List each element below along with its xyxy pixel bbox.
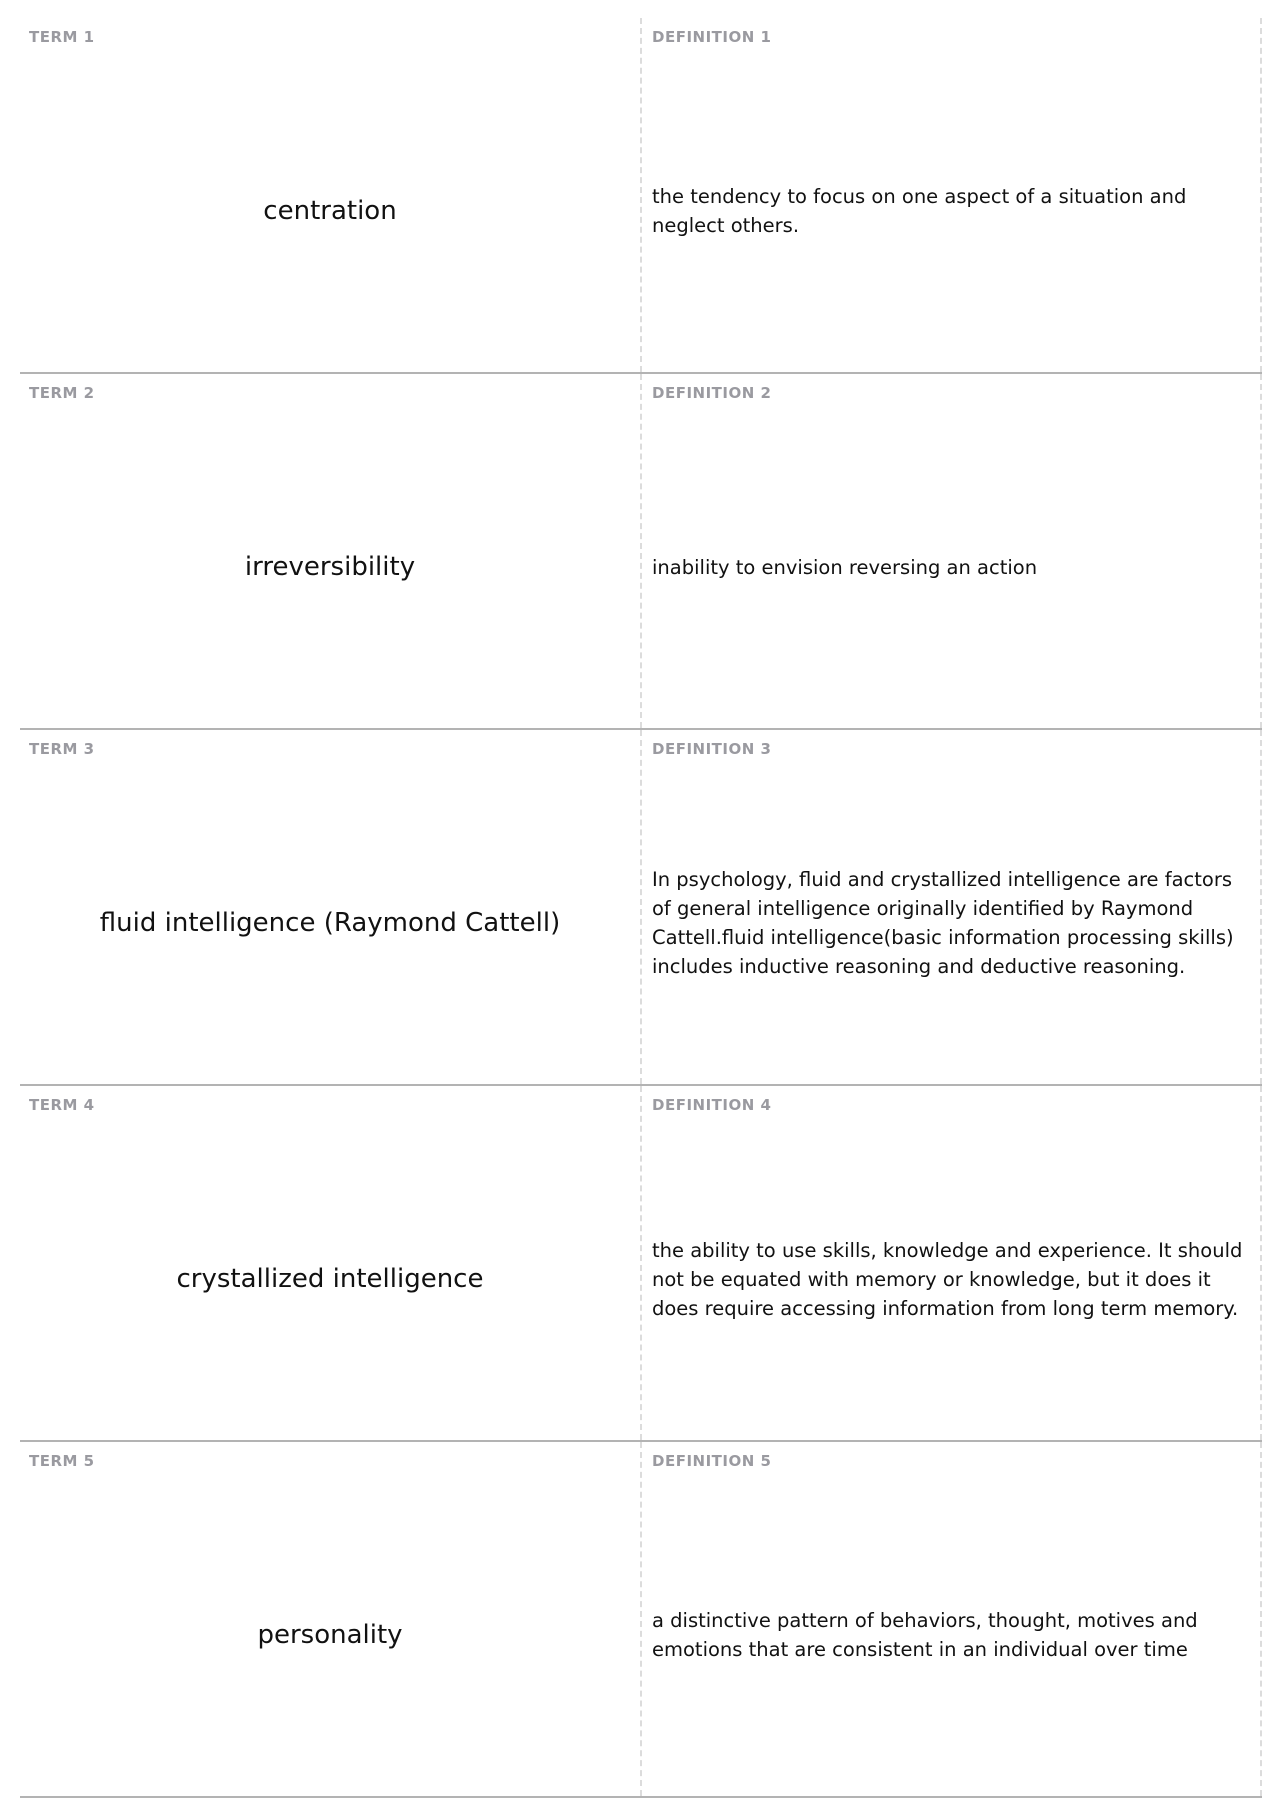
term-label: TERM 1 xyxy=(29,28,95,46)
definition-cell xyxy=(642,730,1262,1084)
card-row-2 xyxy=(20,374,1262,730)
term-text: crystallized intelligence xyxy=(176,1264,484,1294)
definition-text: inability to envision reversing an action xyxy=(652,555,1038,579)
term-label: TERM 3 xyxy=(29,740,95,758)
card-row-3 xyxy=(20,730,1262,1086)
term-text: personality xyxy=(257,1620,403,1650)
term-cell xyxy=(20,1086,642,1440)
term-label: TERM 5 xyxy=(29,1452,95,1470)
term-text: fluid intelligence (Raymond Cattell) xyxy=(99,908,561,938)
definition-text: In psychology, fluid and crystallized intelligence are factors of general intelligence originally identified by Raymond Cattell.fluid intelligence(basic information processing skills) includes inductive reasoning and deductive reasoning. xyxy=(652,868,1234,978)
definition-label: DEFINITION 2 xyxy=(652,384,772,402)
definition-label: DEFINITION 3 xyxy=(652,740,772,758)
term-cell xyxy=(20,374,642,728)
card-row-5 xyxy=(20,1442,1262,1798)
definition-label: DEFINITION 5 xyxy=(652,1452,772,1470)
definition-text: the ability to use skills, knowledge and experience. It should not be equated with memory or knowledge, but it does it does require accessing information from long term memory. xyxy=(652,1238,1243,1320)
definition-text: the tendency to focus on one aspect of a situation and neglect others. xyxy=(652,185,1187,237)
card-row-1 xyxy=(20,18,1262,374)
definition-cell xyxy=(642,374,1262,728)
flashcard-sheet xyxy=(20,18,1262,1798)
definition-cell xyxy=(642,18,1262,372)
definition-cell xyxy=(642,1086,1262,1440)
definition-label: DEFINITION 4 xyxy=(652,1096,772,1114)
definition-text: a distinctive pattern of behaviors, thought, motives and emotions that are consistent in an individual over time xyxy=(652,1609,1198,1661)
card-row-4 xyxy=(20,1086,1262,1442)
term-text: centration xyxy=(263,196,397,226)
term-cell xyxy=(20,18,642,372)
term-text: irreversibility xyxy=(244,552,416,582)
definition-label: DEFINITION 1 xyxy=(652,28,772,46)
term-label: TERM 4 xyxy=(29,1096,95,1114)
definition-cell xyxy=(642,1442,1262,1796)
term-cell xyxy=(20,1442,642,1796)
term-cell xyxy=(20,730,642,1084)
term-label: TERM 2 xyxy=(29,384,95,402)
